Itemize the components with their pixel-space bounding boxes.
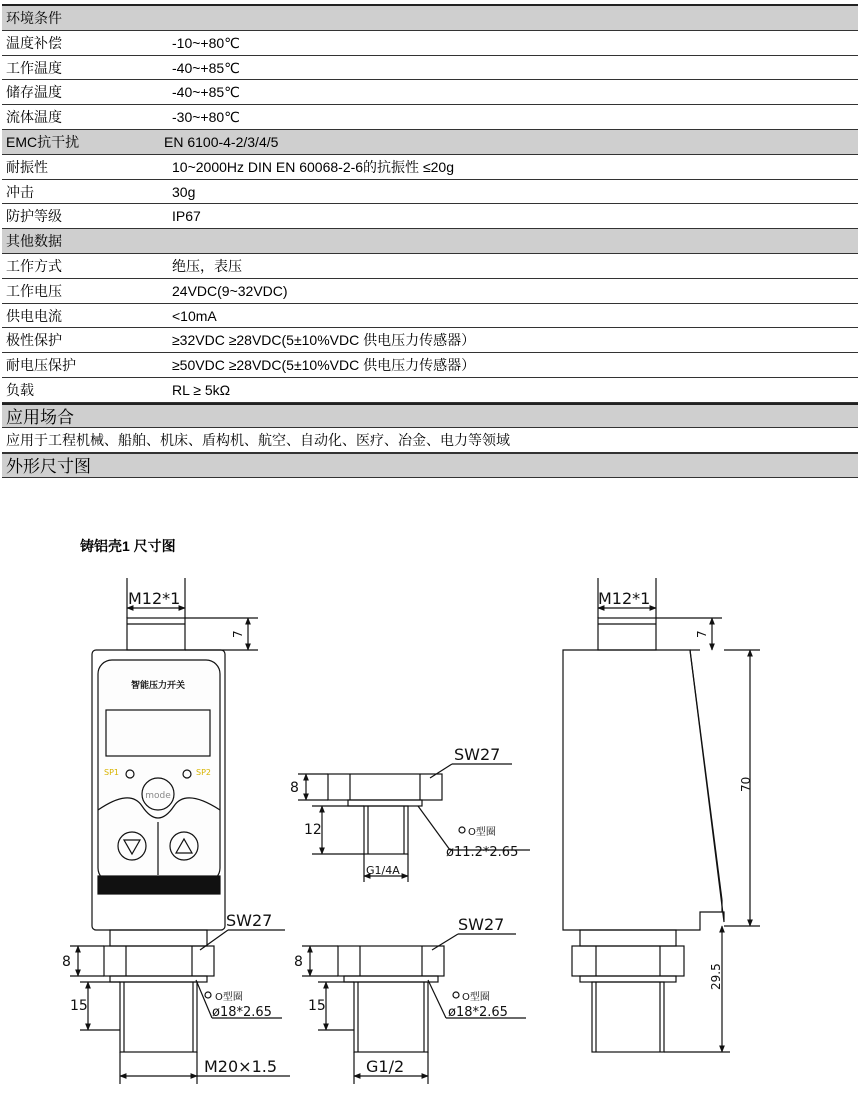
- spec-value: IP67: [172, 208, 201, 225]
- sw27-label-low: SW27: [458, 915, 505, 934]
- spec-label: 防护等级: [6, 208, 62, 225]
- dim-15-label-low: 15: [308, 998, 326, 1014]
- spec-row: [2, 56, 858, 81]
- spec-value: -40~+85℃: [172, 59, 240, 76]
- oring-small-label: ø11.2*2.65: [446, 845, 519, 860]
- panel-bottom-strip: [98, 876, 220, 894]
- spec-value: ≥50VDC ≥28VDC(5±10%VDC 供电压力传感器）: [172, 357, 476, 374]
- spec-row: [2, 204, 858, 229]
- spec-value: 30g: [172, 183, 196, 200]
- hex-nut: [104, 946, 214, 976]
- spec-row: [2, 279, 858, 304]
- spec-label: 供电电流: [6, 307, 62, 324]
- spec-label: 冲击: [6, 183, 34, 200]
- mode-label: mode: [145, 791, 171, 801]
- top-connector: [127, 618, 185, 650]
- oring-label-front: O型圈: [215, 992, 243, 1003]
- dim-12-label: 12: [304, 822, 322, 838]
- spec-value: RL ≥ 5kΩ: [172, 381, 231, 398]
- housing-side: [563, 650, 724, 930]
- dim-15-label-front: 15: [70, 998, 88, 1014]
- top-connector-side: [598, 618, 656, 650]
- spec-row: [2, 155, 858, 180]
- spec-value: -40~+85℃: [172, 84, 240, 101]
- spec-value: 绝压，表压: [172, 257, 242, 274]
- hex-nut-mid: [338, 946, 444, 976]
- spec-row: [2, 180, 858, 205]
- middle-upper-view: [290, 745, 530, 882]
- application-row: [2, 428, 858, 453]
- dim-8-label-low: 8: [294, 954, 303, 970]
- spec-value: -30~+80℃: [172, 109, 240, 126]
- spec-label: 储存温度: [6, 84, 62, 101]
- section-title: 环境条件: [6, 10, 62, 26]
- sw27-label-mid: SW27: [454, 745, 501, 764]
- oring-label-low: O型圈: [462, 992, 490, 1003]
- sw27-label-front: SW27: [226, 911, 273, 930]
- oring-large-label-low: ø18*2.65: [448, 1005, 508, 1020]
- figure-title: 铸铝壳1 尺寸图: [80, 538, 176, 554]
- g14a-label: G1/4A: [366, 864, 400, 877]
- spec-row: [2, 304, 858, 329]
- spec-label: 负载: [6, 381, 34, 398]
- thread-g12: [354, 982, 428, 1052]
- dim-7-label-side: 7: [695, 630, 709, 638]
- thread-stem-side: [592, 982, 664, 1052]
- spec-label: 耐振性: [6, 158, 48, 175]
- spec-row: [2, 31, 858, 56]
- spec-row: [2, 80, 858, 105]
- oring-large-label-front: ø18*2.65: [212, 1005, 272, 1020]
- spec-label: 温度补偿: [6, 34, 62, 51]
- application-header: [2, 403, 858, 428]
- section-title: 其他数据: [6, 233, 62, 250]
- spec-row: [2, 328, 858, 353]
- spec-label: 极性保护: [6, 332, 62, 349]
- spec-table: [2, 4, 858, 478]
- spec-row: [2, 353, 858, 378]
- spec-label: 流体温度: [6, 109, 62, 126]
- section-header-other: [2, 229, 858, 254]
- m20-label: M20×1.5: [204, 1057, 278, 1076]
- sp1-label: SP1: [104, 768, 119, 777]
- g12-label: G1/2: [366, 1057, 405, 1076]
- spec-row: [2, 378, 858, 403]
- sp2-label: SP2: [196, 768, 211, 777]
- front-view: [62, 578, 290, 1084]
- spec-label: 工作电压: [6, 282, 62, 299]
- spec-label: 工作温度: [6, 59, 62, 76]
- hex-nut-small: [328, 774, 442, 800]
- section-title: EMC抗干扰: [6, 133, 80, 150]
- section-header-emc: [2, 130, 858, 155]
- dim-29-5-label: 29.5: [709, 963, 723, 990]
- spec-value: 10~2000Hz DIN EN 60068-2-6的抗振性 ≤20g: [172, 158, 454, 175]
- device-name-label: 智能压力开关: [130, 681, 186, 691]
- thread-top-label-side: M12*1: [598, 589, 651, 608]
- side-view: [563, 578, 760, 1052]
- spec-label: 工作方式: [6, 257, 62, 274]
- spec-value: ≥32VDC ≥28VDC(5±10%VDC 供电压力传感器）: [172, 332, 476, 349]
- application-title: 应用场合: [6, 407, 74, 427]
- dimensions-header: [2, 453, 858, 478]
- application-text: 应用于工程机械、船舶、机床、盾构机、航空、自动化、医疗、冶金、电力等领域: [6, 431, 510, 448]
- dim-8-label-front: 8: [62, 954, 71, 970]
- thread-g14a: [364, 806, 408, 854]
- dimensions-title: 外形尺寸图: [6, 456, 91, 476]
- dim-70-label: 70: [739, 776, 753, 792]
- neck: [110, 930, 207, 946]
- dim-7-label: 7: [231, 630, 245, 638]
- oring-label-mid: O型圈: [468, 827, 496, 838]
- spec-value: -10~+80℃: [172, 34, 240, 51]
- spec-value: <10mA: [172, 307, 217, 324]
- spec-row: [2, 254, 858, 279]
- section-header-environment: [2, 6, 858, 31]
- section-title-value: EN 6100-4-2/3/4/5: [164, 133, 279, 150]
- hex-nut-side: [572, 946, 684, 976]
- thread-stem: [120, 982, 197, 1052]
- dimension-drawings: [0, 570, 860, 1100]
- dim-8-label-mid: 8: [290, 780, 299, 796]
- thread-top-label: M12*1: [128, 589, 181, 608]
- middle-lower-view: [294, 915, 526, 1084]
- spec-row: [2, 105, 858, 130]
- spec-value: 24VDC(9~32VDC): [172, 282, 288, 299]
- spec-label: 耐电压保护: [6, 357, 76, 374]
